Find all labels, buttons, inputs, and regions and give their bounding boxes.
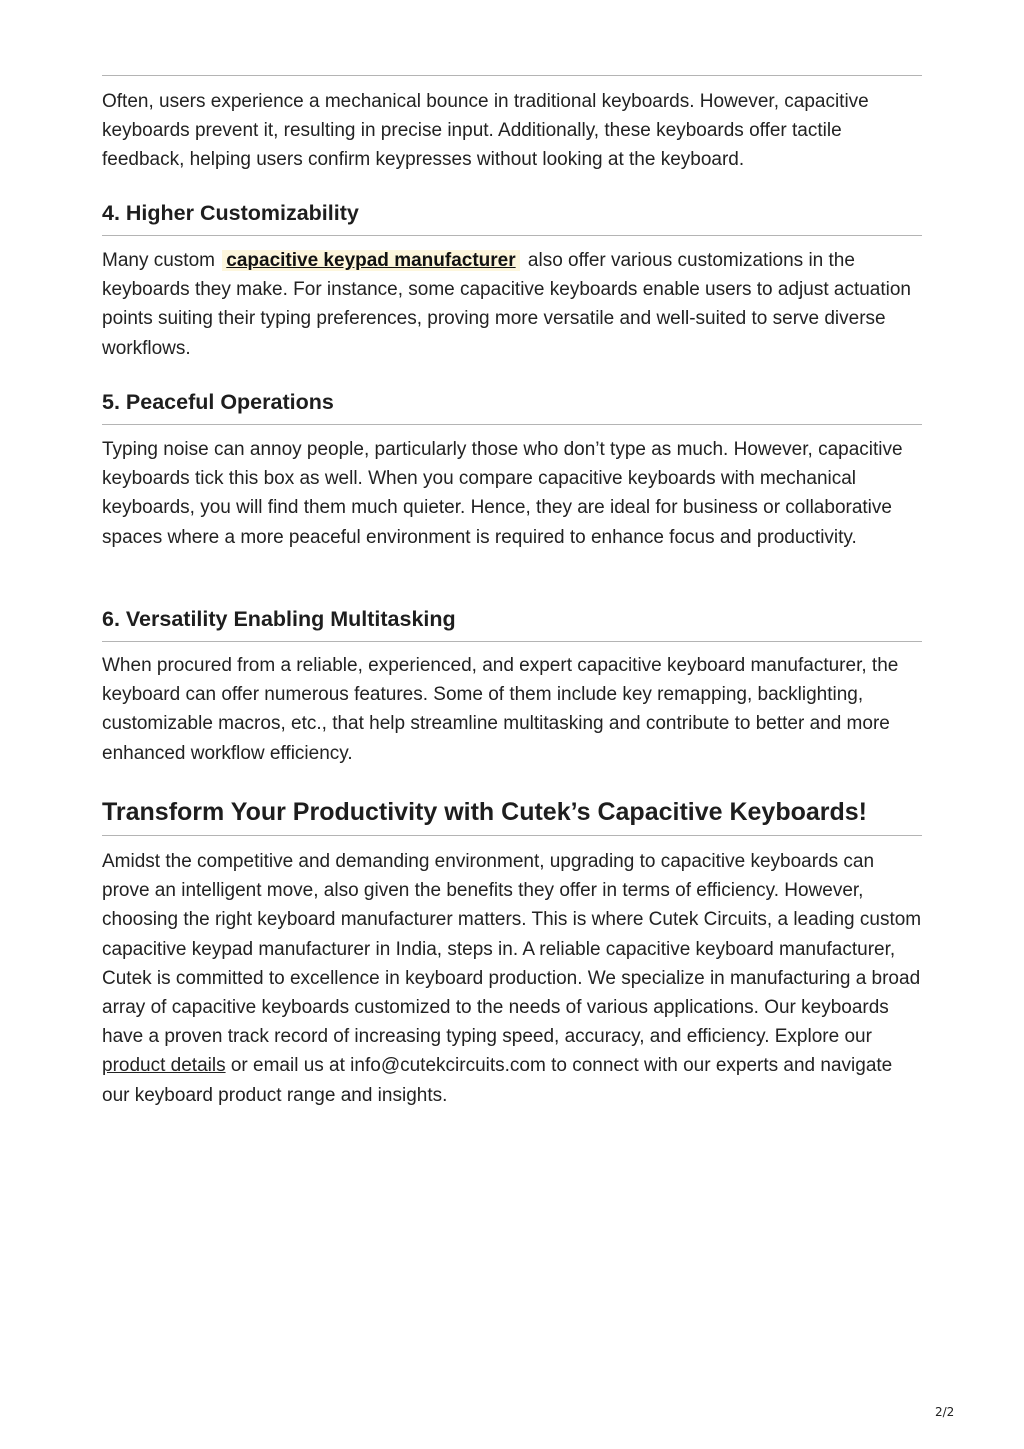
section-5-divider	[102, 424, 922, 425]
section-5-heading: 5. Peaceful Operations	[102, 390, 334, 414]
page-number: 2/2	[935, 1405, 955, 1419]
product-details-link[interactable]: product details	[102, 1055, 226, 1077]
section-5-paragraph: Typing noise can annoy people, particularly those who don’t type as much. However, capacitive keyboards tick this box as well. When you compare capacitive keyboards with mechanical keyboards, you will find them much quieter. Hence, they are ideal for business or collaborative spaces where a more peaceful environment is required to enhance focus and productivity.	[102, 439, 903, 548]
section-6-body-block	[102, 651, 922, 768]
section-6-paragraph: When procured from a reliable, experienced, and expert capacitive keyboard manufacturer, the keyboard can offer numerous features. Some of them include key remapping, backlighting, customizable macros, etc., that help streamline multitasking and contribute to better and more enhanced workflow efficiency.	[102, 655, 899, 764]
conclusion-body-block	[102, 847, 922, 1110]
conclusion-heading-block	[102, 796, 922, 828]
section-6-divider	[102, 641, 922, 642]
section-4-text-after: also offer various customizations in the keyboards they make. For instance, some capacitive keyboards enable users to adjust actuation points suiting their typing preferences, proving more versatile and well-suited to serve diverse workflows.	[102, 250, 911, 359]
conclusion-divider	[102, 835, 922, 836]
conclusion-paragraph	[102, 847, 922, 1110]
section-6-heading-block	[102, 605, 922, 633]
intro-paragraph-block	[102, 87, 922, 175]
conclusion-heading: Transform Your Productivity with Cutek’s Capacitive Keyboards!	[102, 798, 868, 826]
capacitive-keypad-manufacturer-link[interactable]: capacitive keypad manufacturer	[222, 250, 519, 271]
section-4-text-before: Many custom	[102, 250, 215, 271]
section-4-body-block	[102, 246, 922, 363]
section-4-heading-block	[102, 199, 922, 227]
section-4-divider	[102, 235, 922, 236]
top-divider	[102, 75, 922, 76]
section-4-heading: 4. Higher Customizability	[102, 201, 359, 225]
section-5-heading-block	[102, 388, 922, 416]
section-4-paragraph	[102, 246, 922, 363]
section-5-body-block	[102, 435, 922, 552]
conclusion-text-after: or email us at info@cutekcircuits.com to connect with our experts and navigate our keyboard product range and insights.	[102, 1055, 893, 1106]
section-6-heading: 6. Versatility Enabling Multitasking	[102, 607, 456, 631]
intro-paragraph: Often, users experience a mechanical bounce in traditional keyboards. However, capacitive keyboards prevent it, resulting in precise input. Additionally, these keyboards offer tactile feedback, helping users confirm keypresses without looking at the keyboard.	[102, 91, 869, 171]
conclusion-text-before: Amidst the competitive and demanding environment, upgrading to capacitive keyboards can prove an intelligent move, also given the benefits they offer in terms of efficiency. However, choosing the right keyboard manufacturer matters. This is where Cutek Circuits, a leading custom capacitive keypad manufacturer in India, steps in. A reliable capacitive keyboard manufacturer, Cutek is committed to excellence in keyboard production. We specialize in manufacturing a broad array of capacitive keyboards customized to the needs of various applications. Our keyboards have a proven track record of increasing typing speed, accuracy, and efficiency. Explore our	[102, 851, 922, 1048]
